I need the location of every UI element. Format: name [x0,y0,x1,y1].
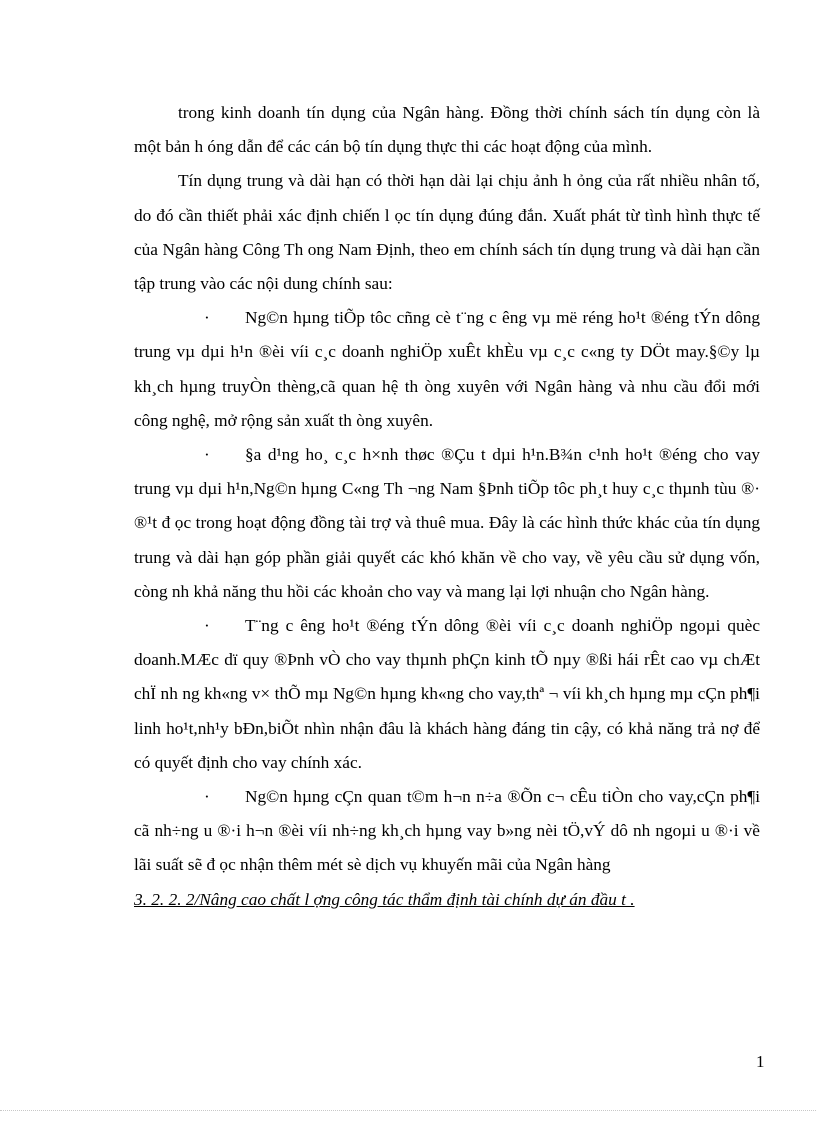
text-line: ph¶i cã nh÷ng u ®·i h¬n ®èi víi nh÷ng kh¸ch hµng vay b»ng nèi tÖ,vÝ dô [134,787,760,841]
text-line: nh ngoµi u ®·i về lãi suất sẽ đ ọc nhận thêm mét sè dịch vụ khuyến mãi [134,821,760,875]
text-line: dụng trung và dài hạn cần tập trung vào các nội dung chính sau: [134,239,760,294]
text-line: hình thức khác của tín dụng trung và dài hạn góp phần giải quyết các khó khăn [134,513,760,567]
bullet-paragraph [134,438,760,609]
text-line: tình hình thực tế của Ngân hàng Công Th ong Nam Định, theo em chính sách tín [134,205,760,259]
text-line: Tín dụng trung và dài hạn có thời hạn dài lại chịu ảnh h ỏng của rất nhiều [178,171,699,191]
text-line: cao vµ chÆt chÏ nh ng kh«ng v× thÕ mµ Ng©n hµng kh«ng cho vay,thª ¬ víi [134,650,760,704]
text-line: thµnh tùu ®· ®¹t đ ọc trong hoạt động đồng tài trợ và thuê mua. Đây là các [134,479,761,533]
page-bottom-divider [0,1110,816,1111]
bullet-marker: · [204,616,210,636]
section-heading: 3. 2. 2. 2/Nâng cao chất l ợng công tác thẩm định tài chính dự án đầu t . [134,889,635,909]
text-line: về cho vay, về yêu cầu sử dụng vốn, còng nh khả năng thu hồi các khoản cho [134,547,760,601]
body-text [134,96,760,917]
text-line: là một bản h óng dẫn để các cán bộ tín dụng thực thi các hoạt động của mình. [134,103,760,157]
text-line: kh¸ch hµng mµ cÇn ph¶i linh ho¹t,nh¹y bÐn,biÕt nhìn nhận đâu là khách hàng [134,684,760,738]
text-line: đáng tin cậy, có khả năng trả nợ để có quyết định cho vay chính xác. [134,718,761,772]
text-line: may.§©y lµ kh¸ch hµng truyÒn thèng,cã quan hệ th òng xuyên với Ngân hàng [134,342,760,396]
bullet-marker: · [204,787,210,807]
text-line: dông trung vµ dµi h¹n ®èi víi c¸c doanh nghiÖp xuÊt khÈu vµ c¸c c«ng ty DÖt [134,308,760,362]
text-line: Ng©n hµng cÇn quan t©m h¬n n÷a ®Õn c¬ cÊu tiÒn cho vay,cÇn [245,787,725,807]
text-line: T¨ng c êng ho¹t ®éng tÝn dông ®èi víi c¸c doanh nghiÖp ngoµi [245,616,721,636]
text-line: trong kinh doanh tín dụng của Ngân hàng. Đồng thời chính sách tín dụng còn [178,103,742,122]
bullet-paragraph [134,301,760,438]
bullet-paragraph [134,609,760,780]
text-line: nhân tố, do đó cần thiết phải xác định chiến l ọc tín dụng đúng đắn. Xuất phát từ [134,171,760,225]
bullet-marker: · [204,308,210,328]
body-paragraph [134,164,760,301]
bullet-marker: · [204,445,210,465]
bullet-paragraph [134,780,760,883]
body-paragraph [134,96,760,164]
text-line: Ng©n hµng tiÕp tôc cñng cè t¨ng c êng vµ më réng ho¹t ®éng tÝn [245,308,721,328]
page-number: 1 [756,1052,765,1071]
text-line: vay trung vµ dµi h¹n,Ng©n hµng C«ng Th ¬ng Nam §Þnh tiÕp tôc ph¸t huy c¸c [134,445,761,499]
text-line: và nhu cầu đổi mới công nghệ, mở rộng sản xuất th òng xuyên. [134,376,760,430]
text-line: §a d¹ng ho¸ c¸c h×nh thøc ®Çu t dµi h¹n.B¾n c¹nh ho¹t ®éng cho [245,445,729,465]
text-line: quèc doanh.MÆc dï quy ®Þnh vÒ cho vay thµnh phÇn kinh tÕ nµy ®ßi hái rÊt [134,616,760,670]
text-line: vay và mang lại lợi nhuận cho Ngân hàng. [416,581,710,601]
text-line: của Ngân hàng [506,855,611,875]
